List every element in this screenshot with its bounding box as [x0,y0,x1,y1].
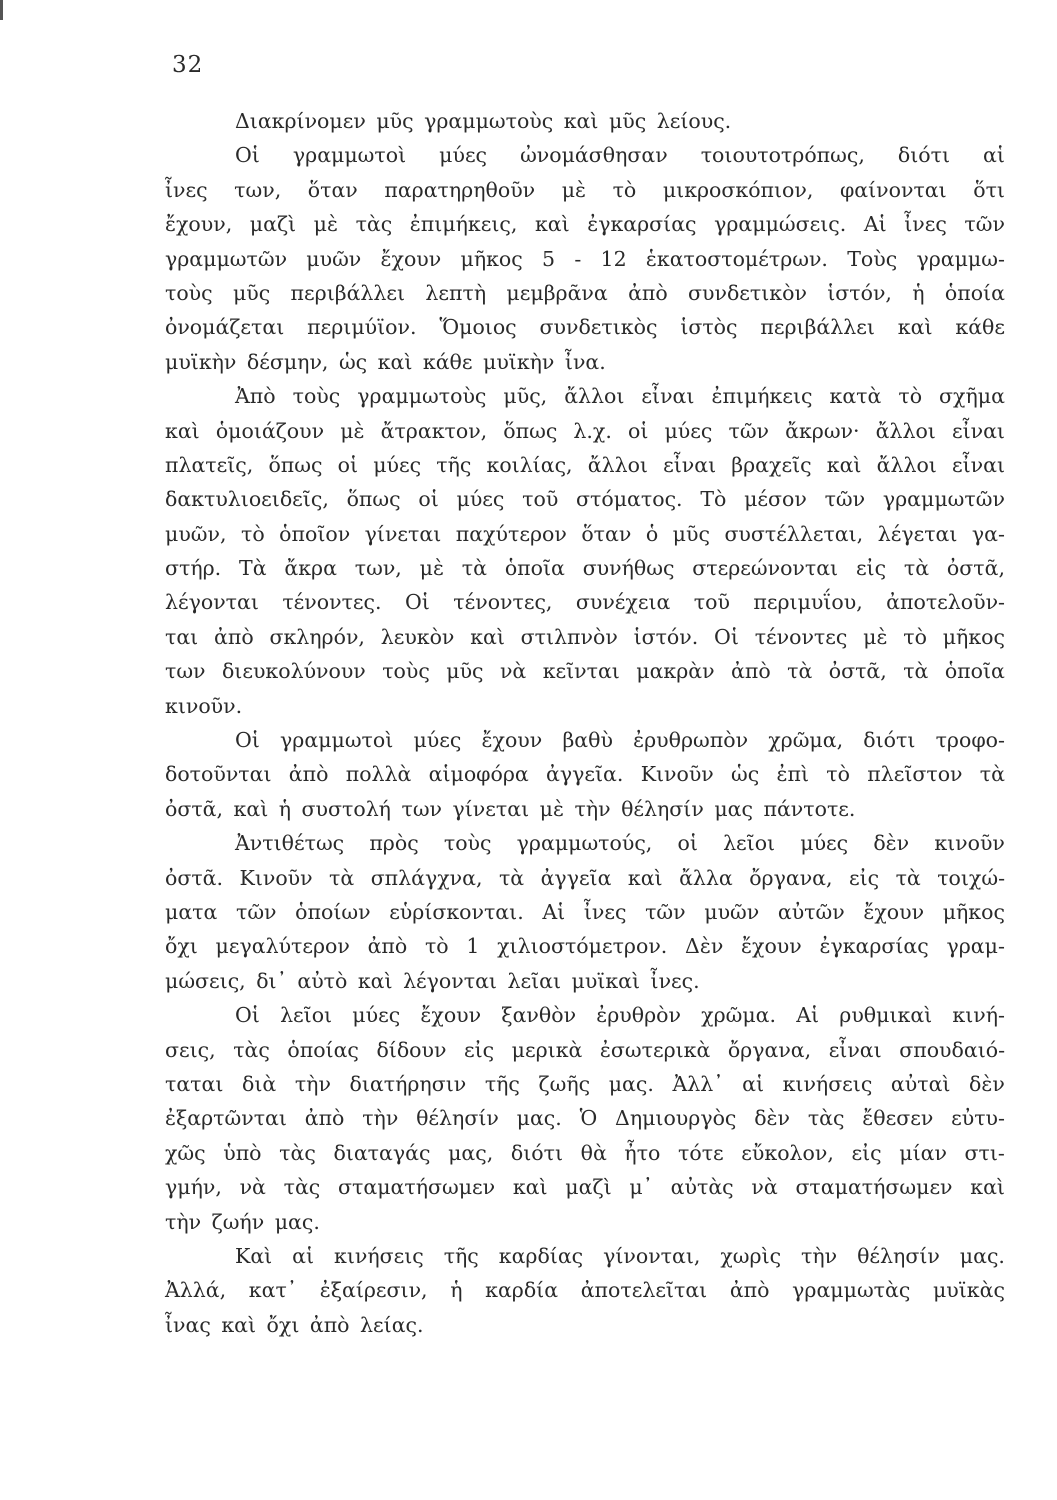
text-line: στήρ. Τὰ ἄκρα των, μὲ τὰ ὁποῖα συνήθως στερεώνονται εἰς τὰ ὀστᾶ, [165,556,1005,581]
text-line: μώσεις, δι᾽ αὐτὸ καὶ λέγονται λεῖαι μυϊκαὶ ἶνες. [165,968,700,993]
text-line: ἶνες των, ὅταν παρατηρηθοῦν μὲ τὸ μικροσκόπιον, φαίνονται ὅτι [165,177,1005,202]
text-line: τὴν ζωήν μας. [165,1209,320,1234]
text-line: δοτοῦνται ἀπὸ πολλὰ αἱμοφόρα ἀγγεῖα. Κινοῦν ὡς ἐπὶ τὸ πλεῖστον τὰ [165,762,1005,787]
text-line: λέγονται τένοντες. Οἱ τένοντες, συνέχεια τοῦ περιμυΐου, ἀποτελοῦν- [165,590,1005,615]
text-line: ὀστᾶ, καὶ ἡ συστολή των γίνεται μὲ τὴν θέλησίν μας πάντοτε. [165,796,856,821]
text-line: κινοῦν. [165,693,243,718]
text-line: Οἱ γραμμωτοὶ μύες ὠνομάσθησαν τοιουτοτρόπως, διότι αἱ [235,143,1005,168]
text-line: ἐξαρτῶνται ἀπὸ τὴν θέλησίν μας. Ὁ Δημιουργὸς δὲν τὰς ἔθεσεν εὐτυ- [165,1106,1005,1131]
text-line: μυϊκὴν δέσμην, ὡς καὶ κάθε μυϊκὴν ἶνα. [165,349,606,374]
text-line: ὄχι μεγαλύτερον ἀπὸ τὸ 1 χιλιοστόμετρον. Δὲν ἔχουν ἐγκαρσίας γραμ- [165,934,1005,959]
text-line: Καὶ αἱ κινήσεις τῆς καρδίας γίνονται, χωρὶς τὴν θέλησίν μας. [235,1243,1005,1268]
text-line: των διευκολύνουν τοὺς μῦς νὰ κεῖνται μακρὰν ἀπὸ τὰ ὀστᾶ, τὰ ὁποῖα [165,659,1005,684]
text-line: Οἱ λεῖοι μύες ἔχουν ξανθὸν ἐρυθρὸν χρῶμα. Αἱ ρυθμικαὶ κινή- [235,1003,1005,1028]
text-line: ἔχουν, μαζὶ μὲ τὰς ἐπιμήκεις, καὶ ἐγκαρσίας γραμμώσεις. Αἱ ἶνες τῶν [165,212,1005,237]
text-line: ταται διὰ τὴν διατήρησιν τῆς ζωῆς μας. Ἀλλ᾽ αἱ κινήσεις αὐταὶ δὲν [165,1071,1005,1096]
text-line: ὀνομάζεται περιμύϊον. Ὅμοιος συνδετικὸς ἱστὸς περιβάλλει καὶ κάθε [165,315,1005,340]
text-line: μυῶν, τὸ ὁποῖον γίνεται παχύτερον ὅταν ὁ μῦς συστέλλεται, λέγεται γα- [165,521,1005,546]
text-line: Οἱ γραμμωτοὶ μύες ἔχουν βαθὺ ἐρυθρωπὸν χρῶμα, διότι τροφο- [235,728,1005,753]
text-line: Ἀπὸ τοὺς γραμμωτοὺς μῦς, ἄλλοι εἶναι ἐπιμήκεις κατὰ τὸ σχῆμα [235,384,1005,409]
text-line: ματα τῶν ὁποίων εὑρίσκονται. Αἱ ἶνες τῶν μυῶν αὐτῶν ἔχουν μῆκος [165,899,1005,924]
text-line: ἶνας καὶ ὄχι ἀπὸ λείας. [165,1312,424,1337]
text-line: ται ἀπὸ σκληρόν, λευκὸν καὶ στιλπνὸν ἱστόν. Οἱ τένοντες μὲ τὸ μῆκος [165,624,1005,649]
text-line: γμήν, νὰ τὰς σταματήσωμεν καὶ μαζὶ μ᾽ αὐτὰς νὰ σταματήσωμεν καὶ [165,1175,1005,1200]
text-line: σεις, τὰς ὁποίας δίδουν εἰς μερικὰ ἐσωτερικὰ ὄργανα, εἶναι σπουδαιό- [165,1037,1005,1062]
text-line: γραμμωτῶν μυῶν ἔχουν μῆκος 5 - 12 ἑκατοστομέτρων. Τοὺς γραμμω- [165,246,1005,271]
text-line: πλατεῖς, ὅπως οἱ μύες τῆς κοιλίας, ἄλλοι εἶναι βραχεῖς καὶ ἄλλοι εἶναι [165,452,1005,477]
text-line: καὶ ὁμοιάζουν μὲ ἄτρακτον, ὅπως λ.χ. οἱ μύες τῶν ἄκρων· ἄλλοι εἶναι [165,418,1005,443]
text-line: Διακρίνομεν μῦς γραμμωτοὺς καὶ μῦς λείους. [235,109,732,133]
body-text [165,104,1005,1342]
text-line: χῶς ὑπὸ τὰς διαταγάς μας, διότι θὰ ἦτο τότε εὔκολον, εἰς μίαν στι- [165,1140,1005,1165]
page-edge-mark [0,0,3,20]
text-line: Ἀλλά, κατ᾽ ἐξαίρεσιν, ἡ καρδία ἀποτελεῖται ἀπὸ γραμμωτὰς μυϊκὰς [165,1278,1005,1303]
page-number: 32 [172,52,204,78]
text-line: Ἀντιθέτως πρὸς τοὺς γραμμωτούς, οἱ λεῖοι μύες δὲν κινοῦν [235,831,1005,856]
text-line: ὀστᾶ. Κινοῦν τὰ σπλάγχνα, τὰ ἀγγεῖα καὶ ἄλλα ὄργανα, εἰς τὰ τοιχώ- [165,865,1005,890]
text-line: δακτυλιοειδεῖς, ὅπως οἱ μύες τοῦ στόματος. Τὸ μέσον τῶν γραμμωτῶν [165,487,1005,512]
text-line: τοὺς μῦς περιβάλλει λεπτὴ μεμβρᾶνα ἀπὸ συνδετικὸν ἱστόν, ἡ ὁποία [165,280,1005,305]
